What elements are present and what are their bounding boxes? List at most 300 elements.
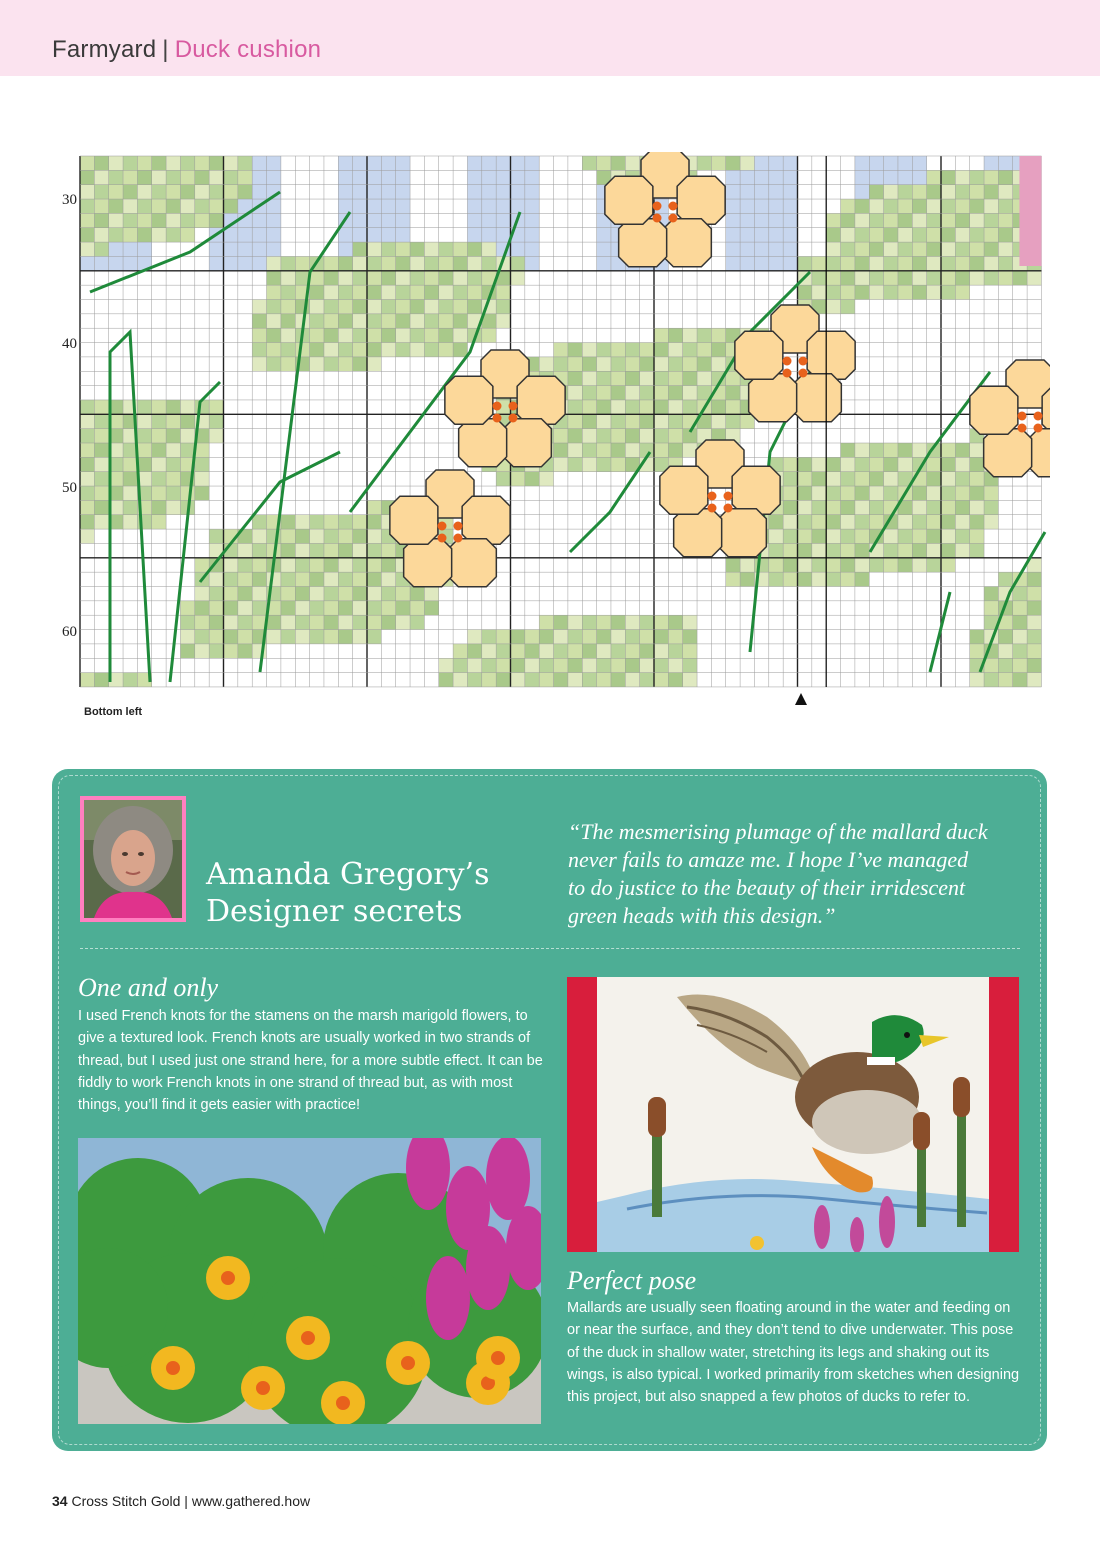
stitch-cell [783,256,797,270]
section-heading-one-and-only: One and only [78,973,219,1002]
section-heading-perfect-pose: Perfect pose [567,1266,697,1295]
stitch-cell [869,156,883,170]
stitch-cell [912,256,926,270]
stitch-cell [195,185,209,199]
stamen-knot [799,357,808,366]
running-header [52,36,321,64]
designer-subtitle: Designer secrets [206,894,463,929]
stitch-cell [812,285,826,299]
stitch-cell [582,414,596,428]
stitch-cell [970,543,984,557]
stitch-cell [912,443,926,457]
stitch-cell [209,572,223,586]
stitch-cell [582,615,596,629]
marigold-petal [732,466,780,514]
website-link[interactable]: www.gathered.how [191,1493,311,1509]
stitch-cell [367,185,381,199]
stitch-cell [195,558,209,572]
stitch-cell [869,271,883,285]
stitch-cell [252,357,266,371]
stitch-cell [568,400,582,414]
stitch-cell [640,615,654,629]
stitch-cell [783,457,797,471]
stitch-cell [152,457,166,471]
mallard-cushion-image [567,977,1019,1252]
stitch-cell [439,271,453,285]
stitch-cell [812,572,826,586]
stitch-cell [267,328,281,342]
stitch-cell [209,156,223,170]
stitch-cell [496,213,510,227]
stitch-cell [396,300,410,314]
stitch-cell [898,185,912,199]
stitch-cell [281,256,295,270]
stitch-cell [1013,271,1027,285]
stitch-cell [209,242,223,256]
stitch-cell [525,242,539,256]
stitch-cell [984,271,998,285]
stitch-cell [166,414,180,428]
stitch-cell [209,630,223,644]
stitch-cell [554,429,568,443]
stitch-cell [180,228,194,242]
stitch-cell [381,615,395,629]
stitch-cell [941,500,955,514]
stitch-cell [912,271,926,285]
stitch-cell [984,170,998,184]
stitch-cell [238,587,252,601]
stitch-cell [166,185,180,199]
stitch-cell [625,630,639,644]
stitch-cell [324,515,338,529]
stitch-cell [683,357,697,371]
stitch-cell [482,328,496,342]
stitch-cell [625,429,639,443]
stitch-cell [224,644,238,658]
stitch-cell [396,587,410,601]
stitch-cell [625,644,639,658]
stitch-cell [381,285,395,299]
stitch-cell [884,543,898,557]
stitch-cell [324,314,338,328]
stitch-cell [654,400,668,414]
stitch-cell [180,185,194,199]
stitch-cell [123,156,137,170]
stitch-cell [410,285,424,299]
corner-pink-block [1019,156,1041,266]
stitch-cell [496,156,510,170]
stitch-cell [769,256,783,270]
stitch-cell [396,228,410,242]
stitch-cell [654,630,668,644]
marigold-centre [336,1396,350,1410]
stitch-cell [482,213,496,227]
stitch-cell [353,328,367,342]
stitch-cell [611,386,625,400]
stitch-cell [611,457,625,471]
stitch-cell [94,443,108,457]
stitch-cell [338,357,352,371]
stitch-cell [123,515,137,529]
stitch-cell [310,587,324,601]
stitch-cell [539,615,553,629]
marigold-stitching-image [78,1138,541,1424]
stitch-cell [568,343,582,357]
stitch-cell [525,228,539,242]
stitch-cell [209,615,223,629]
stitch-cell [324,558,338,572]
stitch-cell [424,300,438,314]
stitch-cell [511,256,525,270]
stitch-cell [195,601,209,615]
stitch-cell [898,558,912,572]
stitch-cell [998,271,1012,285]
stitch-cell [941,170,955,184]
page-footer [52,1493,310,1509]
stitch-cell [281,300,295,314]
stitch-cell [984,156,998,170]
stitch-cell [582,673,596,687]
stitch-cell [123,457,137,471]
marigold-centre [256,1381,270,1395]
stitch-cell [783,543,797,557]
stamen-knot [454,534,463,543]
stitch-cell [410,343,424,357]
row-label: 60 [62,624,77,640]
stitch-cell [381,256,395,270]
stitch-cell [252,515,266,529]
stitch-cell [482,658,496,672]
stitch-cell [597,357,611,371]
stitch-cell [424,601,438,615]
stitch-cell [970,486,984,500]
stitch-cell [1013,673,1027,687]
stitch-cell [740,199,754,213]
stitch-cell [94,185,108,199]
stitch-cell [353,357,367,371]
stitch-cell [726,400,740,414]
stitch-cell [424,271,438,285]
stitch-cell [467,228,481,242]
stitch-cell [640,343,654,357]
stitch-cell [424,256,438,270]
stitch-cell [798,256,812,270]
stitch-cell [668,443,682,457]
stitch-cell [310,271,324,285]
stitch-cell [252,343,266,357]
stitch-cell [353,314,367,328]
stitch-cell [496,285,510,299]
stitch-cell [224,630,238,644]
stitch-cell [984,213,998,227]
stitch-cell [209,213,223,227]
stitch-cell [467,242,481,256]
stitch-cell [611,644,625,658]
stitch-cell [869,500,883,514]
stitch-cell [783,500,797,514]
stitch-cell [281,558,295,572]
stitch-cell [582,429,596,443]
stitch-cell [783,170,797,184]
stitch-cell [367,601,381,615]
stitch-cell [998,644,1012,658]
stitch-cell [80,429,94,443]
stitch-cell [769,199,783,213]
stamen-knot [1018,424,1027,433]
stitch-cell [453,343,467,357]
stitch-cell [625,386,639,400]
stitch-cell [611,343,625,357]
stitch-cell [525,256,539,270]
stitch-cell [869,242,883,256]
stitch-cell [769,228,783,242]
stitch-cell [525,156,539,170]
stitch-cell [123,228,137,242]
stitch-cell [511,242,525,256]
stitch-cell [123,213,137,227]
stitch-cell [568,443,582,457]
designer-avatar [80,796,186,922]
stitch-cell [539,630,553,644]
stitch-cell [453,314,467,328]
stitch-cell [281,587,295,601]
stitch-cell [353,343,367,357]
stitch-cell [826,558,840,572]
stitch-cell [711,343,725,357]
stitch-cell [80,500,94,514]
stitch-cell [539,673,553,687]
stitch-cell [224,242,238,256]
stitch-cell [482,630,496,644]
footer-separator: | [184,1493,192,1509]
stitch-cell [927,242,941,256]
marigold-petal [605,176,653,224]
stitch-cell [453,673,467,687]
stitch-cell [338,185,352,199]
stitch-cell [855,443,869,457]
stitch-cell [898,457,912,471]
stitch-cell [238,615,252,629]
stitch-cell [195,213,209,227]
stitch-cell [812,457,826,471]
stitch-cell [137,228,151,242]
stitch-cell [855,199,869,213]
stitch-cell [597,414,611,428]
stitch-cell [998,572,1012,586]
stitch-cell [94,414,108,428]
stitch-cell [324,285,338,299]
stitch-cell [927,256,941,270]
stitch-cell [754,170,768,184]
stitch-cell [137,242,151,256]
stitch-cell [740,213,754,227]
marigold-petal [718,509,766,557]
stitch-cell [80,400,94,414]
stitch-cell [152,443,166,457]
stamen-knot [509,402,518,411]
stitch-cell [310,572,324,586]
stitch-cell [195,615,209,629]
stitch-cell [195,443,209,457]
stamen-knot [1018,412,1027,421]
stitch-cell [582,630,596,644]
stitch-cell [783,213,797,227]
stitch-cell [496,644,510,658]
stitch-cell [439,343,453,357]
stitch-cell [94,256,108,270]
stitch-cell [539,658,553,672]
stitch-cell [769,515,783,529]
stitch-cell [367,615,381,629]
stitch-cell [238,558,252,572]
stitch-cell [396,242,410,256]
stitch-cell [439,673,453,687]
stitch-cell [252,185,266,199]
stitch-cell [826,300,840,314]
stitch-cell [396,615,410,629]
stitch-cell [582,357,596,371]
stitch-cell [295,256,309,270]
stitch-cell [353,285,367,299]
marigold-petal [663,219,711,267]
stitch-cell [798,486,812,500]
stitch-cell [826,529,840,543]
stitch-cell [927,213,941,227]
stitch-cell [180,601,194,615]
stitch-cell [353,156,367,170]
stitch-cell [511,644,525,658]
stitch-cell [324,529,338,543]
row-label: 40 [62,336,77,352]
stitch-cell [955,199,969,213]
stitch-cell [310,343,324,357]
stitch-cell [955,543,969,557]
stitch-cell [683,673,697,687]
stitch-cell [267,228,281,242]
stamen-knot [799,369,808,378]
stitch-cell [769,170,783,184]
stitch-cell [640,630,654,644]
stitch-cell [496,472,510,486]
stitch-cell [640,357,654,371]
stitch-cell [180,486,194,500]
stitch-cell [941,529,955,543]
stitch-cell [410,615,424,629]
stitch-cell [180,630,194,644]
stitch-cell [998,242,1012,256]
stitch-cell [310,314,324,328]
stitch-cell [482,199,496,213]
stitch-cell [453,242,467,256]
designer-heading [206,856,490,930]
marigold-petal [503,419,551,467]
stitch-cell [568,457,582,471]
stitch-cell [180,644,194,658]
stitch-cell [80,414,94,428]
stitch-cell [338,199,352,213]
stitch-cell [180,414,194,428]
stitch-cell [381,300,395,314]
stitch-cell [582,457,596,471]
stitch-cell [998,170,1012,184]
stitch-cell [367,300,381,314]
stitch-cell [381,314,395,328]
stitch-cell [1013,587,1027,601]
stitch-cell [554,443,568,457]
stitch-cell [654,658,668,672]
stitch-cell [252,543,266,557]
stitch-cell [367,343,381,357]
stitch-cell [668,343,682,357]
stitch-cell [525,673,539,687]
stitch-cell [826,500,840,514]
stitch-cell [353,185,367,199]
stitch-cell [927,228,941,242]
stitch-cell [998,185,1012,199]
stitch-cell [80,472,94,486]
stitch-cell [568,644,582,658]
chart-caption: Bottom left [84,706,143,718]
stitch-cell [582,371,596,385]
stitch-cell [496,185,510,199]
stitch-cell [841,543,855,557]
stitch-cell [310,328,324,342]
stitch-cell [137,457,151,471]
stitch-cell [726,213,740,227]
stitch-cell [640,644,654,658]
stitch-cell [396,213,410,227]
stitch-cell [611,357,625,371]
stitch-cell [611,400,625,414]
stitch-cell [998,228,1012,242]
stitch-cell [439,314,453,328]
stitch-cell [812,486,826,500]
stitch-cell [439,285,453,299]
stitch-cell [970,630,984,644]
stitch-cell [295,587,309,601]
stitch-cell [912,185,926,199]
stitch-cell [338,543,352,557]
stitch-cell [367,285,381,299]
stitch-cell [324,630,338,644]
stitch-cell [511,170,525,184]
stitch-cell [654,328,668,342]
stitch-cell [941,271,955,285]
stitch-cell [80,199,94,213]
stitch-cell [597,400,611,414]
stitch-cell [941,558,955,572]
stitch-cell [697,328,711,342]
stitch-cell [224,199,238,213]
stitch-cell [195,199,209,213]
stitch-cell [955,515,969,529]
stitch-cell [955,500,969,514]
stitch-cell [94,242,108,256]
stitch-cell [310,630,324,644]
stitch-cell [841,242,855,256]
stitch-cell [984,587,998,601]
stitch-cell [783,515,797,529]
stitch-cell [884,228,898,242]
stitch-cell [467,156,481,170]
stitch-cell [109,213,123,227]
stitch-cell [668,673,682,687]
stitch-cell [711,328,725,342]
panel-divider [80,948,1020,949]
stitch-cell [941,486,955,500]
stitch-cell [209,601,223,615]
stitch-cell [898,242,912,256]
